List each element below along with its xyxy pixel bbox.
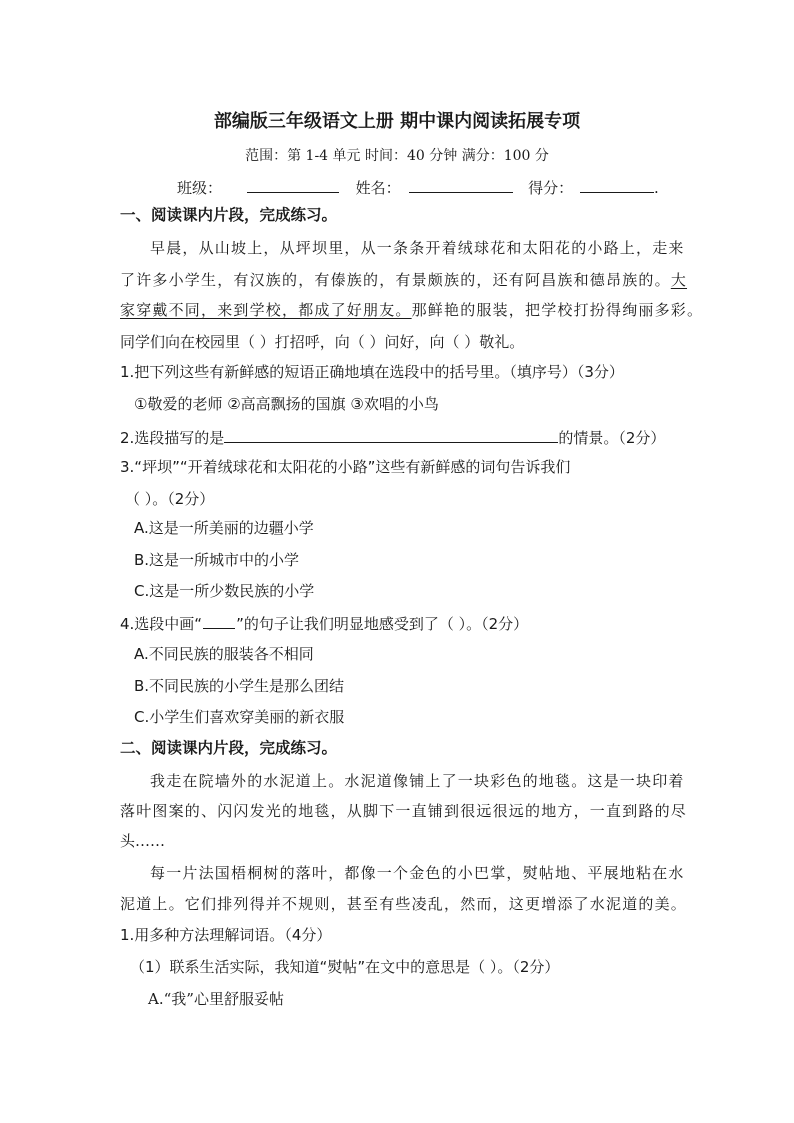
question-4-option-a[interactable]: A.不同民族的服装各不相同: [134, 645, 314, 663]
section2-passage-line1: 我走在院墙外的水泥道上。水泥道像铺上了一块彩色的地毯。这是一块印着: [150, 772, 685, 790]
question-3-option-c[interactable]: C.这是一所少数民族的小学: [134, 582, 315, 600]
name-field[interactable]: [409, 176, 513, 193]
section2-passage-line4: 每一片法国梧桐树的落叶，都像一个金色的小巴掌，熨帖地、平展地粘在水: [150, 864, 685, 882]
section1-passage-line3: 家穿戴不同，来到学校，都成了好朋友。那鲜艳的服装，把学校打扮得绚丽多彩。: [120, 301, 704, 319]
section1-passage-line1: 早晨，从山坡上，从坪坝里，从一条条开着绒球花和太阳花的小路上，走来: [150, 239, 685, 257]
section2-passage-line2: 落叶图案的、闪闪发光的地毯，从脚下一直铺到很远很远的地方，一直到路的尽: [120, 802, 688, 820]
class-label: 班级：: [177, 179, 223, 197]
question-3-option-a[interactable]: A.这是一所美丽的边疆小学: [134, 519, 314, 537]
question-3-answer: （ ）。（2分）: [125, 490, 215, 508]
question-4-option-b[interactable]: B.不同民族的小学生是那么团结: [134, 677, 345, 695]
question-1-options: ①敬爱的老师 ②高高飘扬的国旗 ③欢唱的小鸟: [134, 395, 439, 413]
question-2-blank[interactable]: [224, 426, 558, 443]
question-2: 2.选段描写的是 的情景。（2分）: [120, 426, 665, 448]
exam-info: 范围：第 1-4 单元 时间：40 分钟 满分：100 分: [245, 148, 549, 164]
question-1: 1.把下列这些有新鲜感的短语正确地填在选段中的括号里。（填序号）（3分）: [120, 363, 624, 381]
student-info-row: 班级： 姓名： 得分： .: [177, 176, 659, 198]
section2-question-1-sub1: （1）联系生活实际，我知道“熨帖”在文中的意思是（ ）。（2分）: [130, 958, 560, 976]
underline-sample: [203, 612, 235, 629]
section2-question-1-option-a[interactable]: A.“我”心里舒服妥帖: [148, 990, 284, 1008]
section1-heading: 一、阅读课内片段，完成练习。: [120, 206, 338, 224]
section2-passage-line5: 泥道上。它们排列得并不规则，甚至有些凌乱，然而，这更增添了水泥道的美。: [120, 895, 688, 913]
question-3-option-b[interactable]: B.这是一所城市中的小学: [134, 551, 300, 569]
page-title: 部编版三年级语文上册 期中课内阅读拓展专项: [213, 111, 581, 132]
section2-heading: 二、阅读课内片段，完成练习。: [120, 739, 338, 757]
score-label: 得分：: [528, 179, 574, 197]
section1-passage-line2: 了许多小学生，有汉族的，有傣族的，有景颇族的，还有阿昌族和德昂族的。大: [120, 271, 688, 289]
class-field[interactable]: [247, 176, 339, 193]
question-3: 3.“坪坝”“开着绒球花和太阳花的小路”这些有新鲜感的词句告诉我们: [120, 458, 571, 476]
question-4-option-c[interactable]: C.小学生们喜欢穿美丽的新衣服: [134, 708, 345, 726]
score-field[interactable]: [580, 176, 654, 193]
question-4: 4.选段中画“ ”的句子让我们明显地感受到了（ ）。（2分）: [120, 612, 528, 634]
section2-question-1: 1.用多种方法理解词语。（4分）: [120, 926, 332, 944]
section1-passage-line4: 同学们向在校园里（ ）打招呼，向（ ）问好，向（ ）敬礼。: [120, 333, 525, 351]
section2-passage-line3: 头……: [120, 832, 166, 850]
name-label: 姓名：: [355, 179, 401, 197]
